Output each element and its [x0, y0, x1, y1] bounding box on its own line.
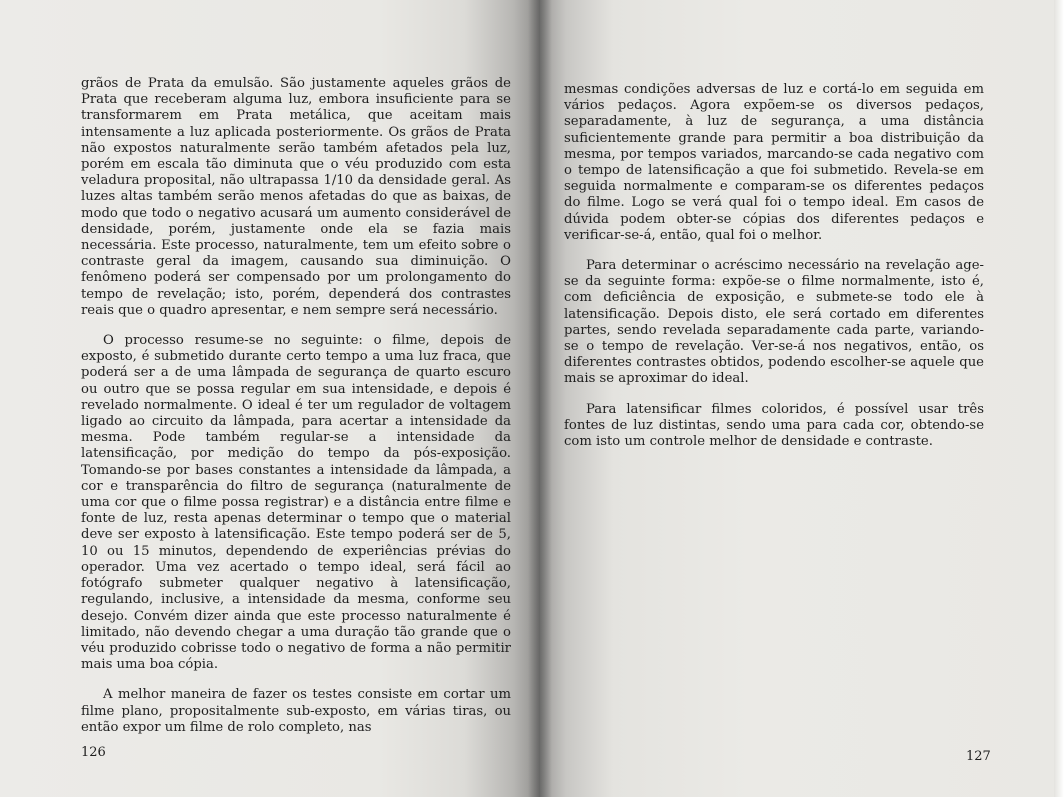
page-number-right: 127 — [966, 749, 991, 764]
right-page-text — [564, 82, 984, 450]
left-page-text — [81, 76, 511, 736]
paragraph: mesmas condições adversas de luz e cortá-lo em seguida em vários pedaços. Agora expõem-se os diversos pedaços, separadamente, à luz de segurança, a uma distância suficientemente grande para permitir a boa distribuição da mesma, por tempos variados, marcando-se cada negativo com o tempo de latensificação a que foi submetido. Revela-se em seguida normalmente e comparam-se os diferentes pedaços do filme. Logo se verá qual foi o tempo ideal. Em casos de dúvida podem obter-se cópias dos diferentes pedaços e verificar-se-á, então, qual foi o melhor. — [564, 82, 984, 243]
page-edge — [1054, 0, 1064, 797]
page-number-left: 126 — [81, 745, 106, 760]
book-spine-shadow — [528, 0, 552, 797]
paragraph: A melhor maneira de fazer os testes consiste em cortar um filme plano, propositalmente sub-exposto, em várias tiras, ou então expor um filme de rolo completo, nas — [81, 687, 511, 735]
paragraph: Para determinar o acréscimo necessário na revelação age-se da seguinte forma: expõe-se o filme normalmente, isto é, com deficiência de exposição, e submete-se todo ele à latensificação. Depois disto, ele será cortado em diferentes partes, sendo revelada separadamente cada parte, variando-se o tempo de revelação. Ver-se-á nos negativos, então, os diferentes contrastes obtidos, podendo escolher-se aquele que mais se aproximar do ideal. — [564, 258, 984, 387]
paragraph: grãos de Prata da emulsão. São justamente aqueles grãos de Prata que receberam alguma luz, embora insuficiente para se transformarem em Prata metálica, que aceitam mais intensamente a luz aplicada posteriormente. Os grãos de Prata não expostos naturalmente serão também afetados pela luz, porém em escala tão diminuta que o véu produzido com esta veladura proposital, não ultrapassa 1/10 da densidade geral. As luzes altas também serão menos afetadas do que as baixas, de modo que todo o negativo acusará um aumento considerável de densidade, porém, justamente onde ela se fazia mais necessária. Este processo, naturalmente, tem um efeito sobre o contraste geral da imagem, causando sua diminuição. O fenômeno poderá ser compensado por um prolongamento do tempo de revelação; isto, porém, dependerá dos contrastes reais que o quadro apresentar, e nem sempre será necessário. — [81, 76, 511, 318]
paragraph: O processo resume-se no seguinte: o filme, depois de exposto, é submetido durante certo tempo a uma luz fraca, que poderá ser a de uma lâmpada de segurança de quarto escuro ou outro que se possa regular em sua intensidade, e depois é revelado normalmente. O ideal é ter um regulador de voltagem ligado ao circuito da lâmpada, para acertar a intensidade da mesma. Pode também regular-se a intensidade da latensificação, por medição do tempo da pós-exposição. Tomando-se por bases constantes a intensidade da lâmpada, a cor e transparência do filtro de segurança (naturalmente de uma cor que o filme possa registrar) e a distância entre filme e fonte de luz, resta apenas determinar o tempo que o material deve ser exposto à latensificação. Este tempo poderá ser de 5, 10 ou 15 minutos, dependendo de experiências prévias do operador. Uma vez acertado o tempo ideal, será fácil ao fotógrafo submeter qualquer negativo à latensificação, regulando, inclusive, a intensidade da mesma, conforme seu desejo. Convém dizer ainda que este processo naturalmente é limitado, não devendo chegar a uma duração tão grande que o véu produzido cobrisse todo o negativo de forma a não permitir mais uma boa cópia. — [81, 333, 511, 673]
paragraph: Para latensificar filmes coloridos, é possível usar três fontes de luz distintas, sendo uma para cada cor, obtendo-se com isto um controle melhor de densidade e contraste. — [564, 401, 984, 450]
